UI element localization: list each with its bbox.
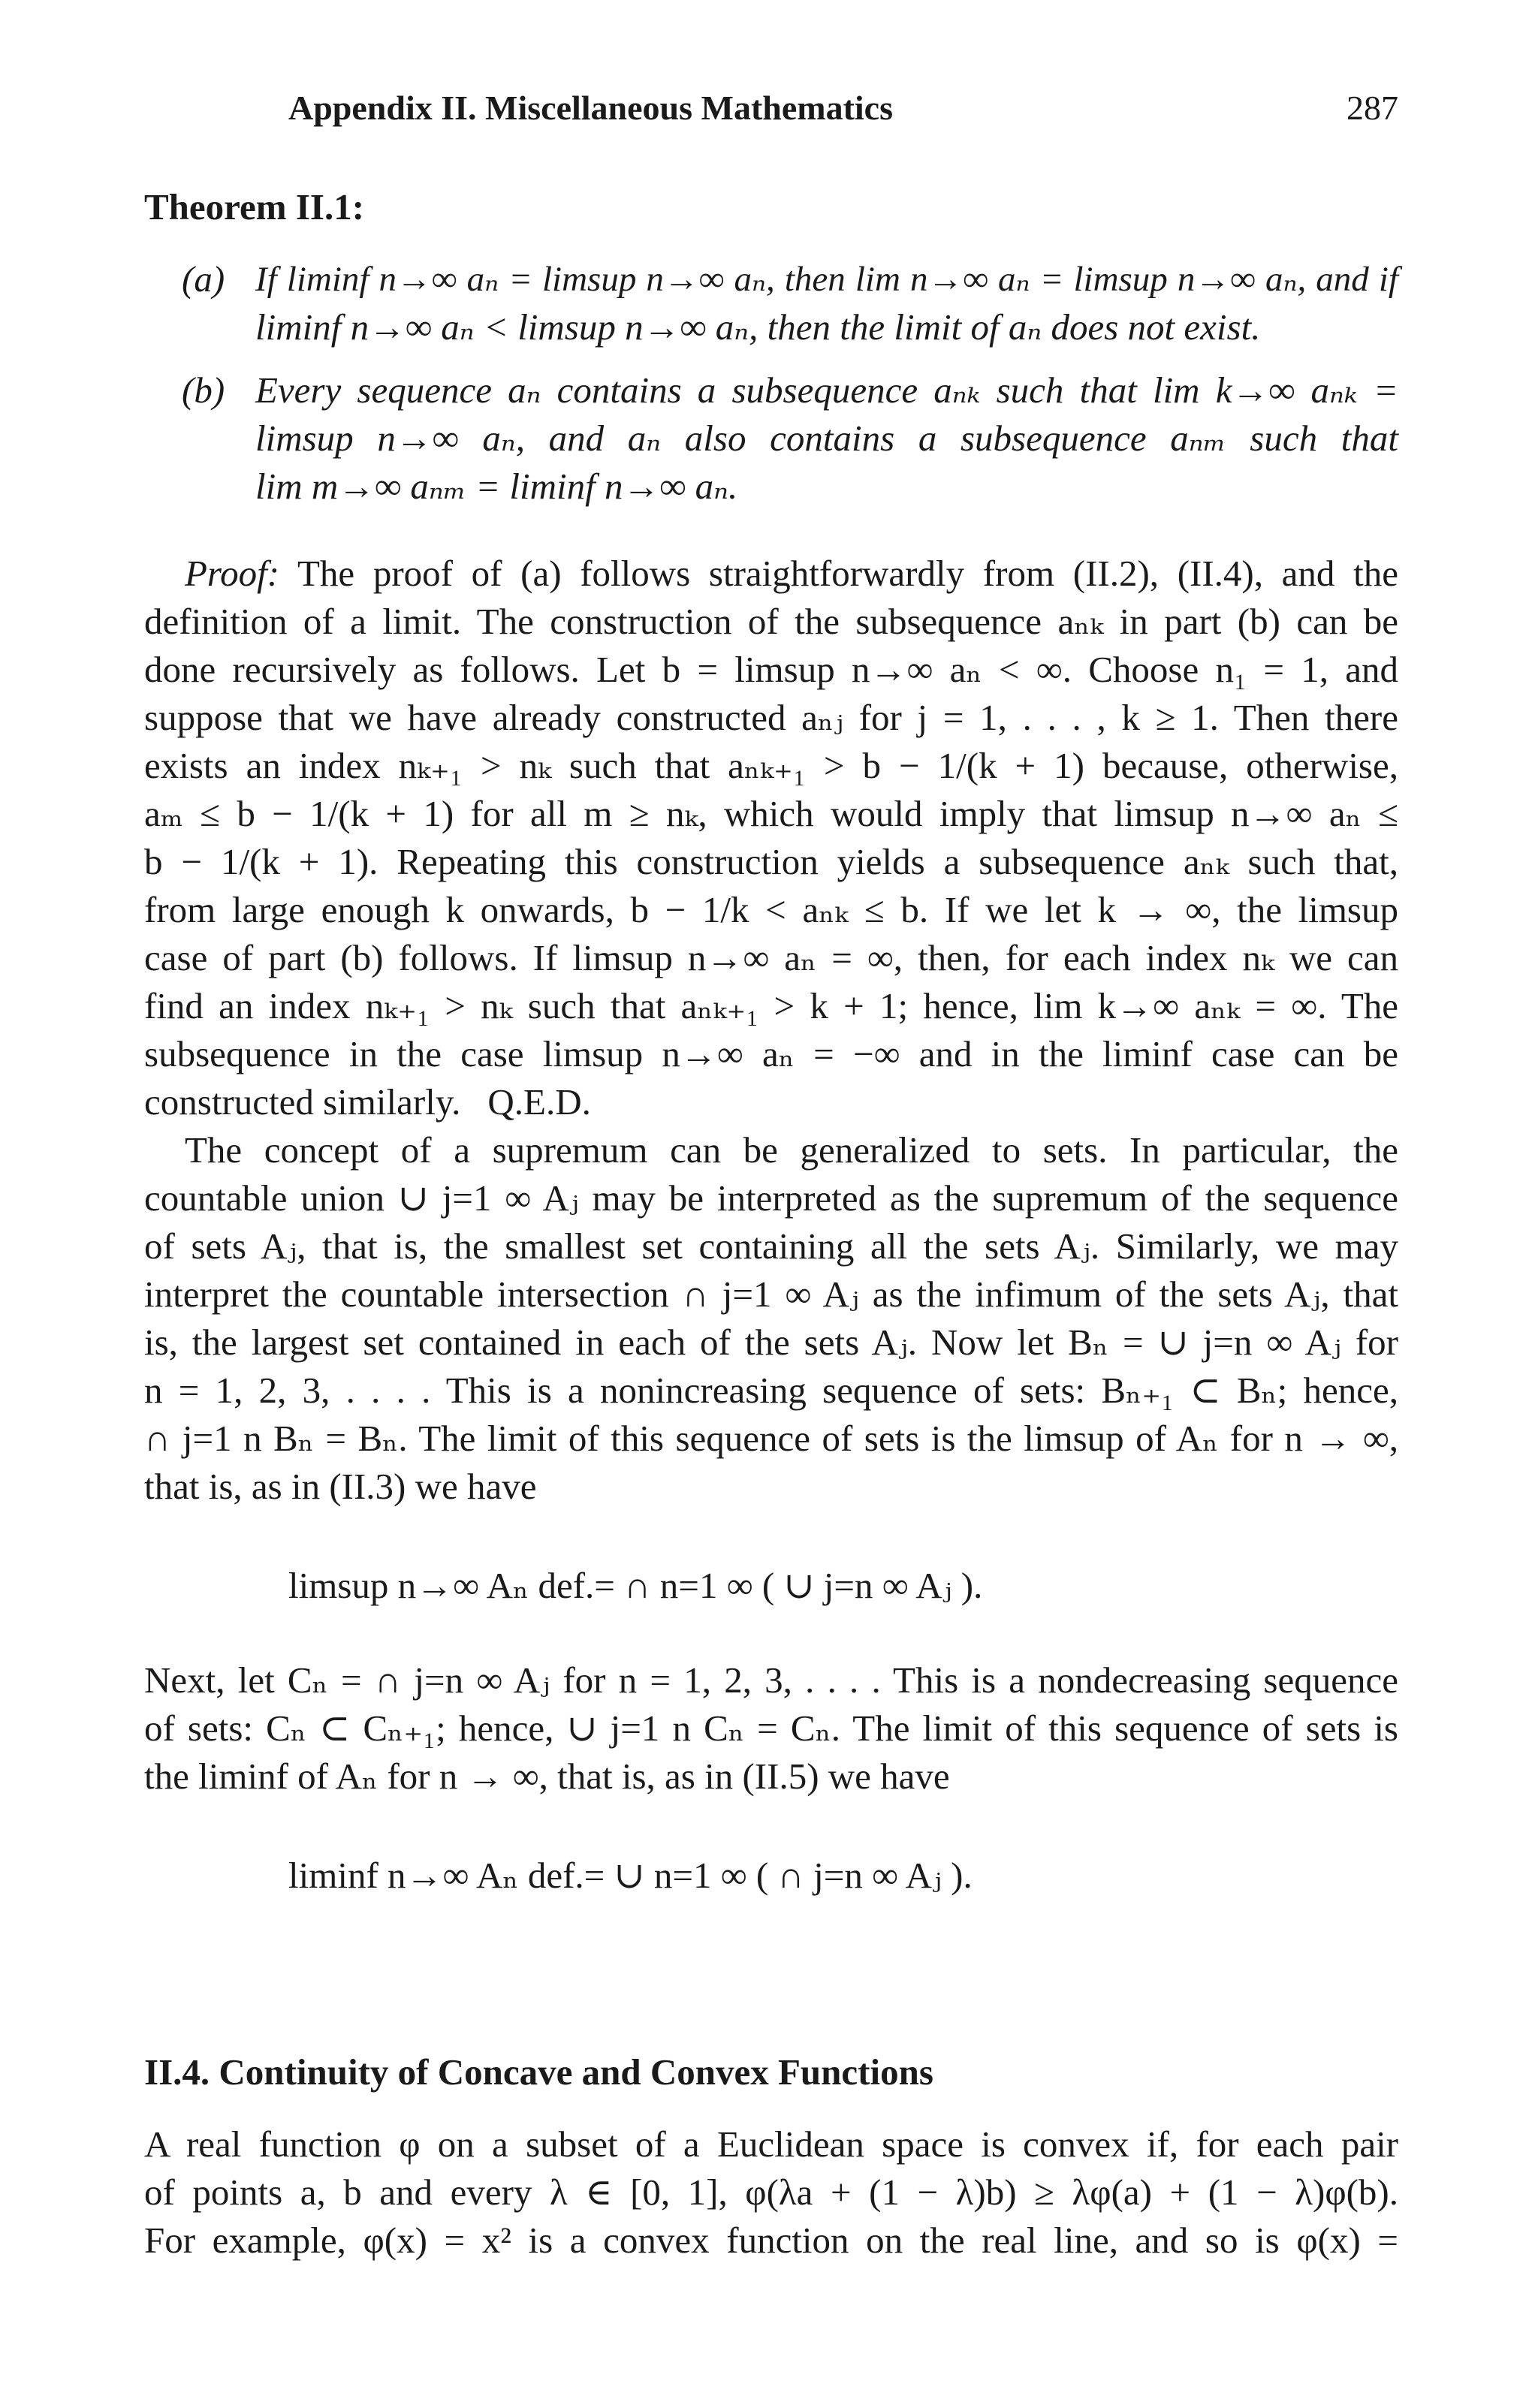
display-equation-liminf: liminf n→∞ Aₙ def.= ∪ n=1 ∞ ( ∩ j=n ∞ Aⱼ ). [288, 1855, 973, 1896]
paragraph-line: of sets: Cₙ ⊂ Cₙ₊₁; hence, ∪ j=1 n Cₙ = Cₙ. The limit of this sequence of sets is [144, 1707, 1398, 1749]
theorem-part-b-line: lim m→∞ aₙₘ = liminf n→∞ aₙ. [255, 466, 738, 507]
proof-line: suppose that we have already constructed aₙⱼ for j = 1, . . . , k ≥ 1. Then there [144, 697, 1398, 738]
qed-mark: Q.E.D. [487, 1081, 591, 1123]
section-line: For example, φ(x) = x² is a convex function on the real line, and so is φ(x) = [144, 2220, 1398, 2261]
paragraph-line: The concept of a supremum can be generalized to sets. In particular, the [185, 1129, 1398, 1171]
paragraph-line: ∩ j=1 n Bₙ = Bₙ. The limit of this sequence of sets is the limsup of Aₙ for n → ∞, [144, 1418, 1398, 1459]
proof-line-text: The proof of (a) follows straightforwardly from (II.2), (II.4), and the [297, 553, 1398, 594]
proof-line: find an index nₖ₊₁ > nₖ such that aₙₖ₊₁ > k + 1; hence, lim k→∞ aₙₖ = ∞. The [144, 985, 1398, 1026]
theorem-part-b-label: (b) [182, 369, 225, 411]
running-header: Appendix II. Miscellaneous Mathematics [288, 89, 893, 127]
proof-line [144, 1078, 1398, 1126]
proof-line: case of part (b) follows. If limsup n→∞ aₙ = ∞, then, for each index nₖ we can [144, 937, 1398, 978]
section-heading: II.4. Continuity of Concave and Convex Functions [144, 2051, 933, 2093]
paragraph-line: that is, as in (II.3) we have [144, 1466, 537, 1507]
theorem-part-b-line: limsup n→∞ aₙ, and aₙ also contains a subsequence aₙₘ such that [255, 417, 1398, 459]
theorem-part-b-line: Every sequence aₙ contains a subsequence aₙₖ such that lim k→∞ aₙₖ = [255, 369, 1398, 411]
proof-line-text: constructed similarly. [144, 1081, 461, 1123]
section-line: A real function φ on a subset of a Euclidean space is convex if, for each pair [144, 2123, 1398, 2165]
paragraph-line: n = 1, 2, 3, . . . . This is a nonincreasing sequence of sets: Bₙ₊₁ ⊂ Bₙ; hence, [144, 1370, 1398, 1411]
proof-line: definition of a limit. The construction of the subsequence aₙₖ in part (b) can be [144, 601, 1398, 642]
paragraph-line: countable union ∪ j=1 ∞ Aⱼ may be interpreted as the supremum of the sequence [144, 1177, 1398, 1219]
page-number: 287 [1347, 89, 1398, 127]
paragraph-line: the liminf of Aₙ for n → ∞, that is, as in (II.5) we have [144, 1756, 950, 1797]
section-line: of points a, b and every λ ∈ [0, 1], φ(λa + (1 − λ)b) ≥ λφ(a) + (1 − λ)φ(b). [144, 2171, 1398, 2213]
proof-line: from large enough k onwards, b − 1/k < aₙₖ ≤ b. If we let k → ∞, the limsup [144, 889, 1398, 930]
theorem-title: Theorem II.1: [144, 186, 365, 228]
proof-line: aₘ ≤ b − 1/(k + 1) for all m ≥ nₖ, which would imply that limsup n→∞ aₙ ≤ [144, 793, 1398, 834]
paragraph-line: Next, let Cₙ = ∩ j=n ∞ Aⱼ for n = 1, 2, 3, . . . . This is a nondecreasing sequence [144, 1659, 1398, 1701]
proof-line: exists an index nₖ₊₁ > nₖ such that aₙₖ₊₁ > b − 1/(k + 1) because, otherwise, [144, 745, 1398, 786]
theorem-part-a-label: (a) [182, 258, 225, 300]
theorem-part-a-line: liminf n→∞ aₙ < limsup n→∞ aₙ, then the limit of aₙ does not exist. [255, 306, 1261, 348]
display-equation-limsup: limsup n→∞ Aₙ def.= ∩ n=1 ∞ ( ∪ j=n ∞ Aⱼ ). [288, 1565, 983, 1606]
paragraph-line: is, the largest set contained in each of the sets Aⱼ. Now let Bₙ = ∪ j=n ∞ Aⱼ for [144, 1322, 1398, 1363]
paragraph-line: interpret the countable intersection ∩ j=1 ∞ Aⱼ as the infimum of the sets Aⱼ, that [144, 1273, 1398, 1315]
proof-line: b − 1/(k + 1). Repeating this construction yields a subsequence aₙₖ such that, [144, 841, 1398, 882]
proof-line: subsequence in the case limsup n→∞ aₙ = −∞ and in the liminf case can be [144, 1033, 1398, 1074]
theorem-part-a-line: If liminf n→∞ aₙ = limsup n→∞ aₙ, then lim n→∞ aₙ = limsup n→∞ aₙ, and if [255, 260, 1398, 299]
proof-line [185, 550, 1398, 598]
paragraph-line: of sets Aⱼ, that is, the smallest set containing all the sets Aⱼ. Similarly, we may [144, 1225, 1398, 1267]
proof-label: Proof: [185, 553, 280, 594]
proof-line: done recursively as follows. Let b = limsup n→∞ aₙ < ∞. Choose n₁ = 1, and [144, 649, 1398, 690]
